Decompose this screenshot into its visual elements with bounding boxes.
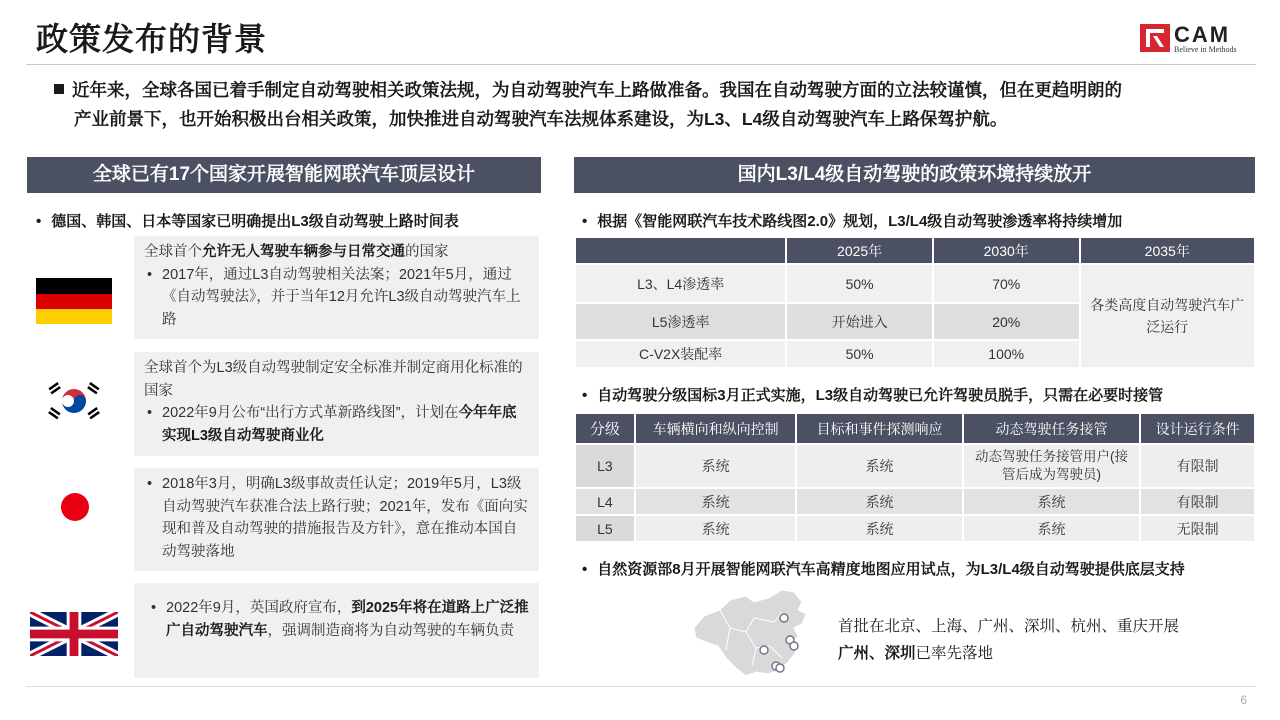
map-note [838, 613, 1179, 667]
uk-flag-icon [30, 612, 118, 656]
logo-tagline: Believe in Methods [1174, 45, 1237, 54]
table-header-cell [575, 237, 786, 264]
table-cell: 系统 [796, 515, 962, 542]
germany-flag-icon [36, 278, 112, 324]
table-cell: 100% [933, 340, 1080, 368]
right-bullet-1: • 根据《智能网联汽车技术路线图2.0》规划，L3/L4级自动驾驶渗透率将持续增加 [582, 213, 1123, 230]
table-cell: 20% [933, 303, 1080, 340]
intro-paragraph [54, 76, 1254, 134]
table-cell: L3 [575, 444, 635, 488]
korea-item: • 2022年9月公布“出行方式革新路线图”，计划在今年年底实现L3级自动驾驶商业化 [144, 402, 529, 447]
footer-divider [26, 686, 1256, 687]
table-header-cell: 2035年 [1080, 237, 1256, 264]
right-bullet-3-text: 自然资源部8月开展智能网联汽车高精度地图应用试点，为L3/L4级自动驾驶提供底层支持 [597, 561, 1185, 578]
table-cell: 系统 [635, 515, 796, 542]
right-bullet-2-text: 自动驾驶分级国标3月正式实施，L3级自动驾驶已允许驾驶员脱手，只需在必要时接管 [597, 387, 1164, 404]
table-header-cell: 动态驾驶任务接管 [963, 413, 1141, 444]
table-row [575, 264, 1255, 303]
table-merged-cell: 各类高度自动驾驶汽车广泛运行 [1080, 264, 1256, 368]
map-note-line-1: 首批在北京、上海、广州、深圳、杭州、重庆开展 [838, 618, 1180, 635]
table-cell: L4 [575, 488, 635, 515]
right-bullet-3: • 自然资源部8月开展智能网联汽车高精度地图应用试点，为L3/L4级自动驾驶提供底层支持 [582, 561, 1185, 578]
cam-logo-icon [1140, 24, 1170, 52]
left-section-header: 全球已有17个国家开展智能网联汽车顶层设计 [27, 157, 541, 193]
china-map-icon [690, 588, 822, 680]
table-row [575, 488, 1255, 515]
penetration-table [574, 236, 1256, 369]
left-bullet: • 德国、韩国、日本等国家已明确提出L3级自动驾驶上路时间表 [36, 213, 459, 230]
table-cell: 系统 [635, 488, 796, 515]
uk-card [134, 583, 539, 678]
map-note-line-2: 广州、深圳已率先落地 [838, 645, 994, 662]
right-section-header: 国内L3/L4级自动驾驶的政策环境持续放开 [574, 157, 1255, 193]
logo-brand: CAM [1174, 22, 1231, 47]
left-bullet-text: 德国、韩国、日本等国家已明确提出L3级自动驾驶上路时间表 [51, 213, 459, 230]
table-cell: 系统 [796, 488, 962, 515]
page-title: 政策发布的背景 [36, 21, 268, 57]
table-row [575, 515, 1255, 542]
table-cell: L5 [575, 515, 635, 542]
table-cell: L5渗透率 [575, 303, 786, 340]
table-cell: 50% [786, 340, 933, 368]
page-number: 6 [1240, 693, 1247, 707]
korea-headline: 全球首个为L3级自动驾驶制定安全标准并制定商用化标准的国家 [144, 360, 523, 399]
table-cell: 动态驾驶任务接管用户(接管后成为驾驶员) [963, 444, 1141, 488]
japan-item: • 2018年3月，明确L3级事故责任认定；2019年5月，L3级自动驾驶汽车获准合法上路行驶；2021年，发布《面向实现和普及自动驾驶的措施报告及方针》，意在推动本国自动驾驶落地 [144, 473, 529, 563]
south-korea-flag-icon [44, 376, 104, 426]
table-row [575, 444, 1255, 488]
table-cell: 无限制 [1140, 515, 1255, 542]
table-cell: 系统 [963, 488, 1141, 515]
table-header-cell: 分级 [575, 413, 635, 444]
table-header-cell: 设计运行条件 [1140, 413, 1255, 444]
table-cell: 50% [786, 264, 933, 303]
table-cell: 开始进入 [786, 303, 933, 340]
table-header-cell: 2025年 [786, 237, 933, 264]
germany-card [134, 236, 539, 339]
table-cell: L3、L4渗透率 [575, 264, 786, 303]
autonomy-level-table [574, 412, 1256, 543]
korea-card [134, 352, 539, 456]
table-header-cell: 车辆横向和纵向控制 [635, 413, 796, 444]
header-divider [26, 64, 1256, 65]
intro-line-2: 产业前景下，也开始积极出台相关政策，加快推进自动驾驶汽车法规体系建设，为L3、L4级自动驾驶汽车上路保驾护航。 [74, 109, 1008, 129]
table-cell: 70% [933, 264, 1080, 303]
table-header-cell: 目标和事件探测响应 [796, 413, 962, 444]
germany-item: • 2017年，通过L3自动驾驶相关法案；2021年5月，通过《自动驾驶法》，并于当年12月允许L3级自动驾驶汽车上路 [144, 264, 529, 332]
table-cell: 系统 [963, 515, 1141, 542]
table-cell: 系统 [635, 444, 796, 488]
square-bullet-icon [54, 84, 64, 94]
table-header-row [575, 413, 1255, 444]
right-bullet-1-text: 根据《智能网联汽车技术路线图2.0》规划，L3/L4级自动驾驶渗透率将持续增加 [597, 213, 1123, 230]
japan-card [134, 468, 539, 571]
right-bullet-2: • 自动驾驶分级国标3月正式实施，L3级自动驾驶已允许驾驶员脱手，只需在必要时接管 [582, 387, 1164, 404]
table-cell: C-V2X装配率 [575, 340, 786, 368]
germany-headline: 全球首个允许无人驾驶车辆参与日常交通的国家 [144, 244, 449, 260]
uk-item: • 2022年9月，英国政府宣布，到2025年将在道路上广泛推广自动驾驶汽车，强调制造商将为自动驾驶的车辆负责 [148, 597, 529, 642]
table-cell: 有限制 [1140, 488, 1255, 515]
intro-line-1: 近年来，全球各国已着手制定自动驾驶相关政策法规，为自动驾驶汽车上路做准备。我国在自动驾驶方面的立法较谨慎，但在更趋明朗的 [72, 80, 1122, 100]
japan-flag-icon [44, 484, 106, 530]
table-header-cell: 2030年 [933, 237, 1080, 264]
cam-logo [1140, 22, 1252, 56]
table-header-row [575, 237, 1255, 264]
table-cell: 系统 [796, 444, 962, 488]
table-cell: 有限制 [1140, 444, 1255, 488]
